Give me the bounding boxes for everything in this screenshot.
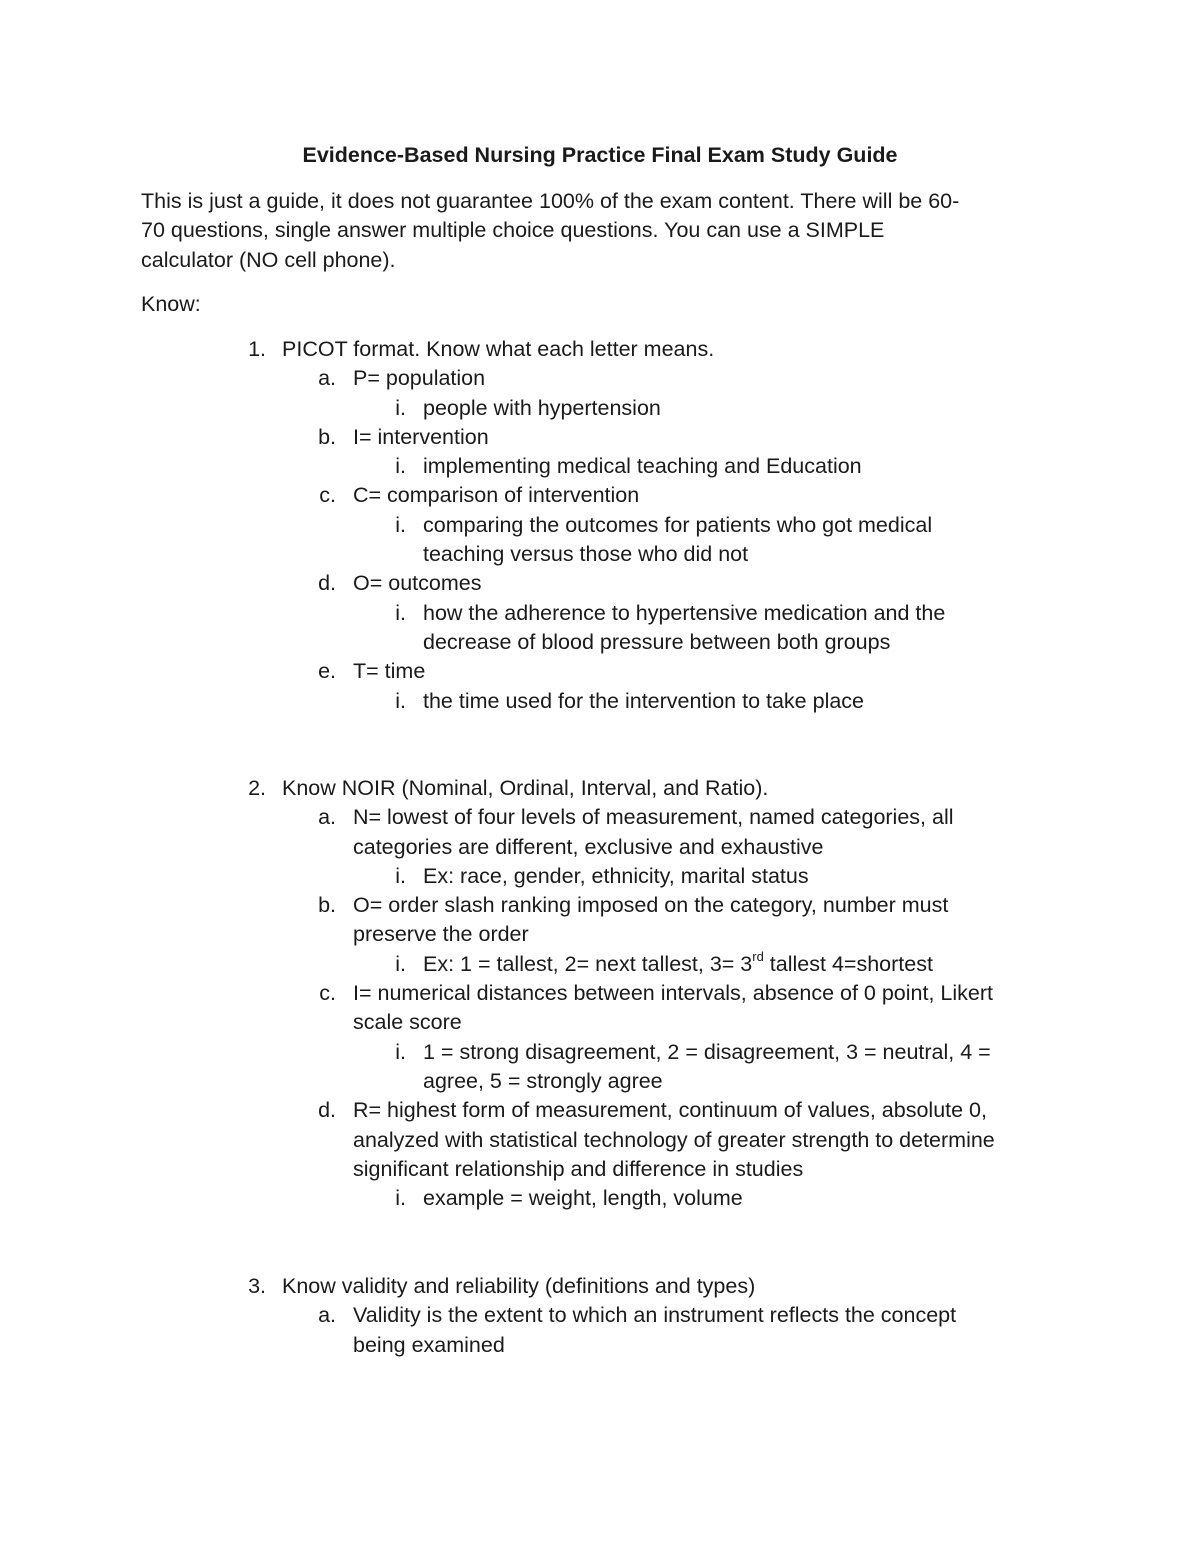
list-text: being examined bbox=[353, 1332, 505, 1357]
list-item bbox=[0, 657, 1200, 686]
list-text: teaching versus those who did not bbox=[423, 542, 749, 567]
list-item bbox=[0, 774, 1200, 803]
list-item bbox=[0, 1038, 1200, 1067]
list-text: example = weight, length, volume bbox=[423, 1186, 743, 1211]
list-item bbox=[0, 335, 1200, 364]
list-text: decrease of blood pressure between both groups bbox=[423, 629, 891, 654]
list-text-part: Ex: 1 = tallest, 2= next tallest, 3= 3 bbox=[423, 951, 753, 976]
list-roman: i. bbox=[395, 395, 406, 420]
list-text: R= highest form of measurement, continuum of values, absolute 0, bbox=[353, 1098, 987, 1123]
list-heading: Know validity and reliability (definitions and types) bbox=[282, 1274, 756, 1298]
list-letter: d. bbox=[318, 1098, 336, 1123]
list-letter: c. bbox=[319, 483, 336, 508]
document-title: Evidence-Based Nursing Practice Final Exam Study Guide bbox=[302, 143, 898, 167]
know-label: Know: bbox=[141, 292, 201, 316]
list-text: P= population bbox=[353, 366, 486, 391]
list-text: preserve the order bbox=[353, 922, 529, 947]
list-text: comparing the outcomes for patients who got medical bbox=[423, 512, 933, 537]
list-number: 1. bbox=[248, 337, 266, 361]
list-text: people with hypertension bbox=[423, 395, 661, 420]
list-item bbox=[0, 1301, 1200, 1330]
list-roman: i. bbox=[395, 863, 406, 888]
section-noir bbox=[0, 774, 1200, 1213]
list-item bbox=[0, 452, 1200, 481]
list-heading: PICOT format. Know what each letter means. bbox=[282, 337, 715, 361]
intro-line: This is just a guide, it does not guarantee 100% of the exam content. There will be 60- bbox=[141, 189, 960, 213]
list-text: N= lowest of four levels of measurement, named categories, all bbox=[353, 805, 954, 830]
list-roman: i. bbox=[395, 688, 406, 713]
list-item bbox=[0, 862, 1200, 891]
list-text: implementing medical teaching and Education bbox=[423, 454, 862, 479]
list-text: 1 = strong disagreement, 2 = disagreement, 3 = neutral, 4 = bbox=[423, 1039, 991, 1064]
list-continuation bbox=[0, 833, 1200, 862]
list-item bbox=[0, 511, 1200, 540]
list-text: O= order slash ranking imposed on the category, number must bbox=[353, 893, 949, 918]
section-picot bbox=[0, 335, 1200, 716]
list-text: Validity is the extent to which an instrument reflects the concept bbox=[353, 1303, 957, 1328]
list-letter: e. bbox=[318, 659, 336, 684]
list-continuation bbox=[0, 920, 1200, 949]
list-roman: i. bbox=[395, 1186, 406, 1211]
list-number: 3. bbox=[248, 1274, 266, 1298]
intro-line: calculator (NO cell phone). bbox=[141, 247, 396, 272]
list-item bbox=[0, 803, 1200, 832]
list-text: significant relationship and difference in studies bbox=[353, 1156, 804, 1181]
list-item bbox=[0, 481, 1200, 510]
list-continuation bbox=[0, 1331, 1200, 1360]
list-letter: d. bbox=[318, 571, 336, 596]
list-text: analyzed with statistical technology of greater strength to determine bbox=[353, 1127, 995, 1152]
list-item bbox=[0, 1096, 1200, 1125]
list-letter: b. bbox=[318, 424, 336, 449]
list-text: O= outcomes bbox=[353, 571, 482, 596]
list-item bbox=[0, 394, 1200, 423]
list-text: I= numerical distances between intervals, absence of 0 point, Likert bbox=[353, 981, 993, 1006]
list-item bbox=[0, 891, 1200, 920]
list-text: scale score bbox=[353, 1010, 462, 1035]
list-continuation bbox=[0, 1067, 1200, 1096]
intro-line: 70 questions, single answer multiple choice questions. You can use a SIMPLE bbox=[141, 218, 885, 243]
list-letter: a. bbox=[318, 1303, 336, 1328]
list-roman: i. bbox=[395, 512, 406, 537]
list-text bbox=[423, 950, 933, 979]
list-text: the time used for the intervention to take place bbox=[423, 688, 865, 713]
list-letter: a. bbox=[318, 805, 336, 830]
list-item bbox=[0, 423, 1200, 452]
list-number: 2. bbox=[248, 776, 266, 800]
list-continuation bbox=[0, 1155, 1200, 1184]
list-item bbox=[0, 1184, 1200, 1213]
list-item bbox=[0, 364, 1200, 393]
section-validity bbox=[0, 1272, 1200, 1360]
list-roman: i. bbox=[395, 454, 406, 479]
list-item bbox=[0, 569, 1200, 598]
list-item bbox=[0, 687, 1200, 716]
list-text: how the adherence to hypertensive medication and the bbox=[423, 600, 946, 625]
list-continuation bbox=[0, 1126, 1200, 1155]
list-continuation bbox=[0, 540, 1200, 569]
list-text: agree, 5 = strongly agree bbox=[423, 1068, 663, 1093]
list-roman: i. bbox=[395, 1039, 406, 1064]
list-text: C= comparison of intervention bbox=[353, 483, 640, 508]
list-letter: b. bbox=[318, 893, 336, 918]
superscript: rd bbox=[752, 948, 764, 964]
list-roman: i. bbox=[395, 951, 406, 976]
list-item bbox=[0, 950, 1200, 979]
list-text-part: tallest 4=shortest bbox=[763, 951, 933, 976]
list-text: I= intervention bbox=[353, 424, 489, 449]
intro-paragraph bbox=[141, 187, 1051, 275]
list-item bbox=[0, 1272, 1200, 1301]
list-text: T= time bbox=[353, 659, 426, 684]
list-roman: i. bbox=[395, 600, 406, 625]
list-text: categories are different, exclusive and exhaustive bbox=[353, 834, 824, 859]
list-continuation bbox=[0, 628, 1200, 657]
list-heading: Know NOIR (Nominal, Ordinal, Interval, and Ratio). bbox=[282, 776, 769, 800]
list-item bbox=[0, 979, 1200, 1008]
list-letter: c. bbox=[319, 981, 336, 1006]
list-continuation bbox=[0, 1008, 1200, 1037]
list-letter: a. bbox=[318, 366, 336, 391]
list-text: Ex: race, gender, ethnicity, marital status bbox=[423, 863, 809, 888]
list-item bbox=[0, 599, 1200, 628]
